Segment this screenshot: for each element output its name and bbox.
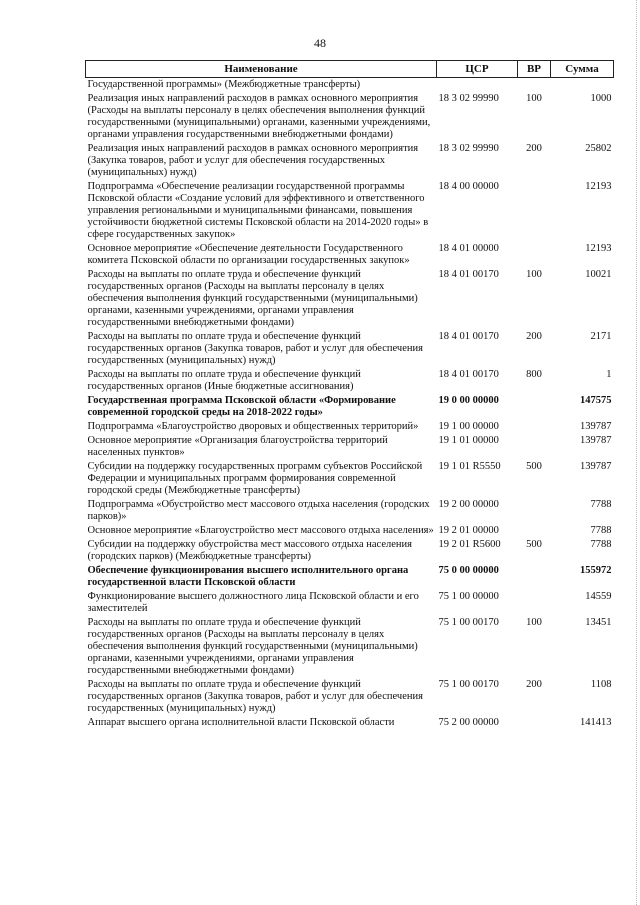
row-name: Подпрограмма «Обустройство мест массового отдыха населения (городских парков)» (87, 499, 430, 522)
table-row (86, 538, 614, 564)
row-csr: 19 1 00 00000 (438, 421, 499, 432)
budget-table (85, 60, 614, 730)
row-csr: 18 4 01 00170 (438, 269, 499, 280)
row-vr: 500 (526, 461, 542, 472)
row-vr (518, 564, 551, 590)
row-name: Реализация иных направлений расходов в рамках основного мероприятия (Закупка товаров, работ и услуг для обеспечения государственных (муниципальных) нужд) (87, 143, 419, 178)
row-name: Подпрограмма «Благоустройство дворовых и общественных территорий» (87, 421, 419, 432)
scan-edge-line (635, 0, 637, 905)
header-sum: Сумма (551, 61, 614, 78)
row-name: Расходы на выплаты по оплате труда и обеспечение функций государственных органов (Расходы на выплаты персоналу в целях обеспечения выполнения функций государственными (муниципальными) органами, казенными учреждениями, органами управления государственными внебюджетными фондами) (87, 617, 418, 676)
row-name: Субсидии на поддержку обустройства мест массового отдыха населения (городских парков) (Межбюджетные трансферты) (87, 539, 412, 562)
row-name: Расходы на выплаты по оплате труда и обеспечение функций государственных органов (Закупка товаров, работ и услуг для обеспечения государственных (муниципальных) нужд) (87, 331, 423, 366)
row-vr (518, 420, 551, 434)
row-name: Основное мероприятие «Благоустройство мест массового отдыха населения» (87, 525, 434, 536)
row-name: Расходы на выплаты по оплате труда и обеспечение функций государственных органов (Иные бюджетные ассигнования) (87, 369, 361, 392)
row-csr: 75 1 00 00000 (438, 591, 499, 602)
row-csr: 75 0 00 00000 (438, 565, 499, 576)
row-vr: 200 (526, 331, 542, 342)
row-vr (518, 78, 551, 93)
row-name: Расходы на выплаты по оплате труда и обеспечение функций государственных органов (Закупка товаров, работ и услуг для обеспечения государственных (муниципальных) нужд) (87, 679, 423, 714)
table-row (86, 420, 614, 434)
row-vr: 100 (526, 93, 542, 104)
row-name: Расходы на выплаты по оплате труда и обеспечение функций государственных органов (Расходы на выплаты персоналу в целях обеспечения выполнения функций государственными (муниципальными) органами, казенными учреждениями, органами управления государственными внебюджетными фондами) (87, 269, 418, 328)
row-sum: 14559 (585, 591, 612, 602)
row-name: Основное мероприятие «Обеспечение деятельности Государственного комитета Псковской области по организации государственных закупок» (87, 243, 410, 266)
row-vr (518, 524, 551, 538)
row-sum: 139787 (580, 435, 612, 446)
table-row (86, 498, 614, 524)
row-csr: 75 1 00 00170 (438, 679, 499, 690)
table-row (86, 394, 614, 420)
row-sum: 139787 (580, 461, 612, 472)
row-csr: 75 1 00 00170 (438, 617, 499, 628)
table-row (86, 434, 614, 460)
row-csr: 19 2 01 R5600 (438, 539, 501, 550)
row-name: Основное мероприятие «Организация благоустройства территорий населенных пунктов» (87, 435, 388, 458)
row-csr: 19 0 00 00000 (438, 395, 499, 406)
table-row (86, 564, 614, 590)
row-sum: 25802 (585, 143, 612, 154)
table-row (86, 460, 614, 498)
row-vr (518, 590, 551, 616)
row-vr (518, 498, 551, 524)
row-sum: 2171 (590, 331, 612, 342)
row-sum: 139787 (580, 421, 612, 432)
table-body (86, 78, 614, 731)
row-csr: 19 1 01 00000 (438, 435, 499, 446)
row-sum: 1 (606, 369, 612, 380)
row-csr: 18 4 01 00170 (438, 331, 499, 342)
row-csr: 19 1 01 R5550 (438, 461, 501, 472)
row-sum (551, 78, 614, 93)
page-number: 48 (314, 36, 326, 50)
row-csr: 19 2 01 00000 (438, 525, 499, 536)
row-sum: 7788 (590, 525, 612, 536)
row-vr: 200 (526, 679, 542, 690)
header-csr: ЦСР (437, 61, 518, 78)
row-csr: 18 4 01 00000 (438, 243, 499, 254)
row-vr (518, 434, 551, 460)
row-csr: 19 2 00 00000 (438, 499, 499, 510)
row-vr: 100 (526, 617, 542, 628)
row-name: Государственной программы» (Межбюджетные трансферты) (87, 79, 361, 90)
row-sum: 10021 (585, 269, 612, 280)
table-row (86, 524, 614, 538)
row-csr: 18 4 00 00000 (438, 181, 499, 192)
row-csr (437, 78, 518, 93)
row-name: Реализация иных направлений расходов в рамках основного мероприятия (Расходы на выплаты персоналу в целях обеспечения выполнения функций государственными (муниципальными) органами, казенными учреждениями, органами управления государственными внебюджетными фондами) (87, 93, 431, 140)
table-header-row (86, 61, 614, 78)
row-sum: 12193 (585, 243, 612, 254)
row-sum: 155972 (580, 565, 612, 576)
row-sum: 141413 (580, 717, 612, 728)
row-sum: 13451 (585, 617, 612, 628)
row-csr: 18 4 01 00170 (438, 369, 499, 380)
table-row (86, 268, 614, 330)
row-vr: 800 (526, 369, 542, 380)
row-name: Государственная программа Псковской области «Формирование современной городской среды на 2018-2022 годы» (87, 395, 396, 418)
row-sum: 7788 (590, 539, 612, 550)
row-name: Функционирование высшего должностного лица Псковской области и его заместителей (87, 591, 419, 614)
row-vr (518, 180, 551, 242)
row-vr (518, 242, 551, 268)
table-row (86, 78, 614, 93)
row-vr (518, 716, 551, 730)
row-vr: 500 (526, 539, 542, 550)
row-csr: 75 2 00 00000 (438, 717, 499, 728)
table-row (86, 678, 614, 716)
table-row (86, 590, 614, 616)
table-row (86, 368, 614, 394)
row-csr: 18 3 02 99990 (438, 93, 499, 104)
header-vr: ВР (518, 61, 551, 78)
table-row (86, 242, 614, 268)
row-csr: 18 3 02 99990 (438, 143, 499, 154)
row-sum: 7788 (590, 499, 612, 510)
row-vr: 100 (526, 269, 542, 280)
table-row (86, 716, 614, 730)
table-row (86, 616, 614, 678)
row-sum: 12193 (585, 181, 612, 192)
table-row (86, 330, 614, 368)
row-name: Аппарат высшего органа исполнительной власти Псковской области (87, 717, 395, 728)
row-vr (518, 394, 551, 420)
table-row (86, 92, 614, 142)
row-name: Подпрограмма «Обеспечение реализации государственной программы Псковской области «Создание условий для эффективного и ответственного управления региональными и муниципальными финансами, повышения устойчивости бюджетной системы Псковской области на 2014-2020 годы» в сфере государственных закупок» (87, 181, 429, 240)
row-sum: 147575 (580, 395, 612, 406)
header-name: Наименование (86, 61, 437, 78)
row-sum: 1000 (590, 93, 612, 104)
row-name: Субсидии на поддержку государственных программ субъектов Российской Федерации и муниципальных программ формирования современной городской среды (Межбюджетные трансферты) (87, 461, 423, 496)
row-name: Обеспечение функционирования высшего исполнительного органа государственной власти Псковской области (87, 565, 409, 588)
table-row (86, 180, 614, 242)
table-row (86, 142, 614, 180)
row-sum: 1108 (590, 679, 612, 690)
row-vr: 200 (526, 143, 542, 154)
